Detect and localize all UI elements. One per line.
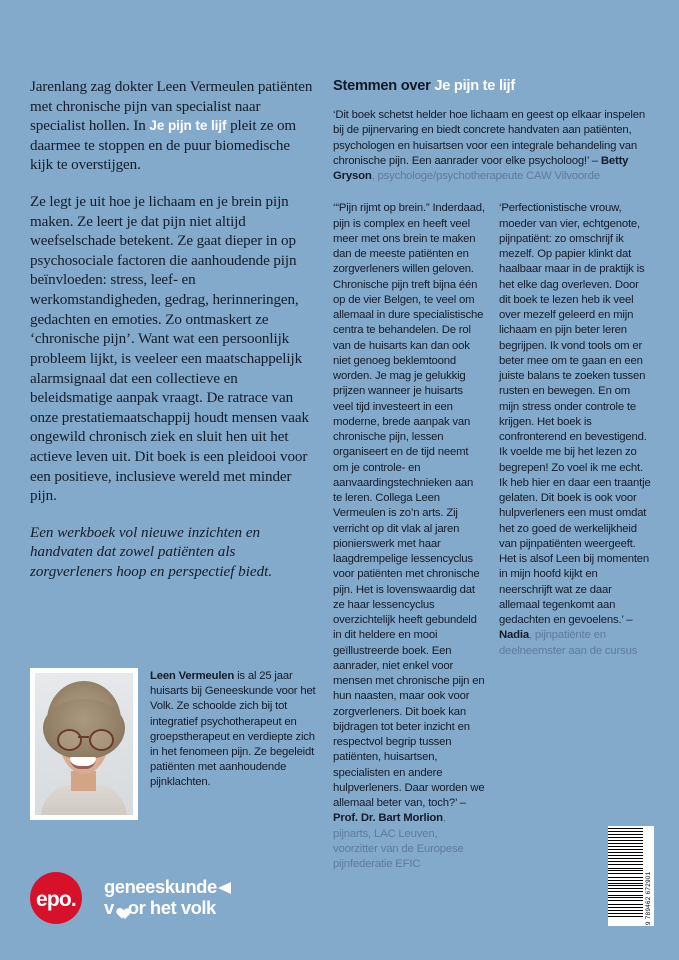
- quote-author-role: , pijnarts, LAC Leuven, voorzitter van de Europese pijnfederatie EFIC: [333, 812, 464, 870]
- barcode-bars: [608, 826, 643, 926]
- author-bio-text: [150, 668, 320, 820]
- blurb-p1-after: pleit ze om daarmee te stoppen en de puur biomedische kijk te overstijgen.: [30, 118, 297, 174]
- author-photo-frame: [30, 668, 138, 820]
- author-name: Leen Vermeulen: [150, 670, 235, 682]
- portrait-glasses-left: [57, 729, 82, 751]
- quote-columns: [333, 201, 651, 872]
- quote-betty-gryson: [333, 108, 651, 184]
- imprint-text-1: geneeskunde: [104, 876, 217, 898]
- author-block: [30, 668, 320, 820]
- book-title-inline: Je pijn te lijf: [149, 118, 227, 134]
- portrait-hair-side-shape: [43, 699, 125, 759]
- imprint-line-2: [104, 898, 233, 919]
- voices-column: [333, 78, 651, 872]
- quote-body: ‘Dit boek schetst helder hoe lichaam en geest op elkaar inspelen bij de pijnervaring en biedt concrete handvaten aan patiënten, psychologen en huisartsen voor een integrale behandeling van chronische pijn. Een aanrader voor elke psycholoog!’ –: [333, 109, 645, 167]
- blurb-paragraph-1: [30, 78, 315, 176]
- imprint-text-2b: or het volk: [127, 897, 216, 918]
- geneeskunde-voor-het-volk-logo: [104, 877, 233, 919]
- quote-author-role: , psychologe/psychotherapeute CAW Vilvoorde: [371, 170, 600, 182]
- voices-heading: [333, 78, 651, 94]
- quote-body: ‘“Pijn rijmt op brein.” Inderdaad, pijn is complex en heeft veel meer met ons brein te maken dan de meeste patiënten en zorgverleners willen geloven. Chronische pijn treft bijna één op de vier Belgen, te veel om allemaal in dure specialistische centra te behandelen. De rol van de huisarts kan dan ook niet genoeg beklemtoond worden. Je mag je gelukkig prijzen wanneer je huisarts veel tijd investeert in een moderne, brede aanpak van chronische pijn, lessen organiseert en de tijd neemt om je controle- en aanvaardingstechnieken aan te leren. Collega Leen Vermeulen is zo’n arts. Zij verricht op dit vlak al jaren pionierswerk met haar laagdrempelige lessencyclus voor patiënten met chronische pijn. Het is lovenswaardig dat ze haar lessencyclus overzichtelijk heeft gebundeld in dit heldere en mooi geïllustreerde boek. Een aanrader, niet enkel voor mensen met chronische pijn en hun naasten, maar ook voor zorgverleners. Dit boek kan bijdragen tot beter inzicht en respectvol begrip tussen patiënten, huisartsen, specialisten en andere hulpverleners. Daar worden we allemaal beter van, toch?’ –: [333, 202, 485, 809]
- epo-logo-text: epo.: [36, 887, 76, 911]
- author-bio: is al 25 jaar huisarts bij Geneeskunde voor het Volk. Ze schoolde zich bij tot integratief psychotherapeut en groepstherapeut en verdiepte zich in het fenomeen pijn. Ze begeleidt patiënten met aanhoudende pijnklachten.: [150, 670, 316, 789]
- quote-body: ‘Perfectionistische vrouw, moeder van vier, echtgenote, pijnpatiënt: zo omschrijf ik mezelf. Op papier klinkt dat haalbaar maar in de praktijk is het elke dag overleven. Door dit boek te lezen heb ik veel over mezelf geleerd en mijn lichaam en pijn beter leren begrijpen. Ik vond tools om er beter mee om te gaan en een juiste balans te zoeken tussen rusten en bewegen. En om mijn stress onder controle te krijgen. Het boek is confronterend en bevestigend. Ik voelde me bij het lezen zo begrepen! Zo voel ik me echt. Ik heb hier en daar een traantje gelaten. Dit boek is ook voor hulpverleners een must omdat het zo goed de werkelijkheid van pijnpatiënten weergeeft. Het is alsof Leen bij momenten in mijn hoofd kijkt en neerschrijft wat ze daar allemaal tegenkomt aan gedachten en gevoelens.’ –: [499, 202, 651, 626]
- imprint-line-1: [104, 877, 233, 898]
- quote-author-name: Prof. Dr. Bart Morlion: [333, 812, 443, 825]
- quote-nadia: [499, 201, 651, 872]
- left-description-column: [30, 78, 315, 583]
- portrait-glasses-bridge: [78, 736, 89, 738]
- author-portrait-image: [35, 673, 133, 815]
- footer-logos: [30, 872, 233, 924]
- imprint-text-2a: v: [104, 897, 114, 918]
- isbn-barcode: [608, 826, 654, 926]
- portrait-glasses-right: [89, 729, 114, 751]
- heart-icon: [114, 903, 127, 915]
- portrait-neck-shape: [71, 771, 96, 791]
- quote-author-name: Nadia: [499, 629, 529, 642]
- quote-author-name: Betty Gryson: [333, 154, 629, 182]
- voices-heading-title: Je pijn te lijf: [434, 78, 515, 94]
- barcode-rotated-group: [608, 826, 654, 926]
- blurb-p1-before: Jarenlang zag dokter Leen Vermeulen patiënten met chronische pijn van specialist naar specialist hollen. In: [30, 79, 313, 135]
- quote-bart-morlion: [333, 201, 485, 872]
- quote-author-role: , pijnpatiënte en deelneemster aan de cursus: [499, 629, 638, 657]
- megaphone-icon: [218, 881, 233, 894]
- epo-publisher-logo: [30, 872, 82, 924]
- voices-heading-prefix: Stemmen over: [333, 78, 435, 94]
- barcode-digits: 9 789462 672901: [645, 871, 652, 925]
- blurb-paragraph-2: Ze legt je uit hoe je lichaam en je brein pijn maken. Ze leert je dat pijn niet altijd weefselschade betekent. Ze gaat dieper in op psychosociale factoren die aanhoudende pijn beïnvloeden: stress, leef- en werkomstandigheden, gedrag, herinneringen, gedachten en emoties. Zo ontmaskert ze ‘chronische pijn’. Want wat een persoonlijk probleem lijkt, is veeleer een maatschappelijk alarmsignaal dat een collectieve en beleidsmatige aanpak vraagt. De ratrace van onze prestatiemaatschappij houdt mensen vaak ongewild chronisch ziek en sluit hen uit het actieve leven uit. Dit boek is een pleidooi voor een positieve, inclusieve wereld met minder pijn.: [30, 194, 309, 505]
- blurb-paragraph-3-italic: Een werkboek vol nieuwe inzichten en handvaten dat zowel patiënten als zorgverleners hoop en perspectief biedt.: [30, 524, 273, 581]
